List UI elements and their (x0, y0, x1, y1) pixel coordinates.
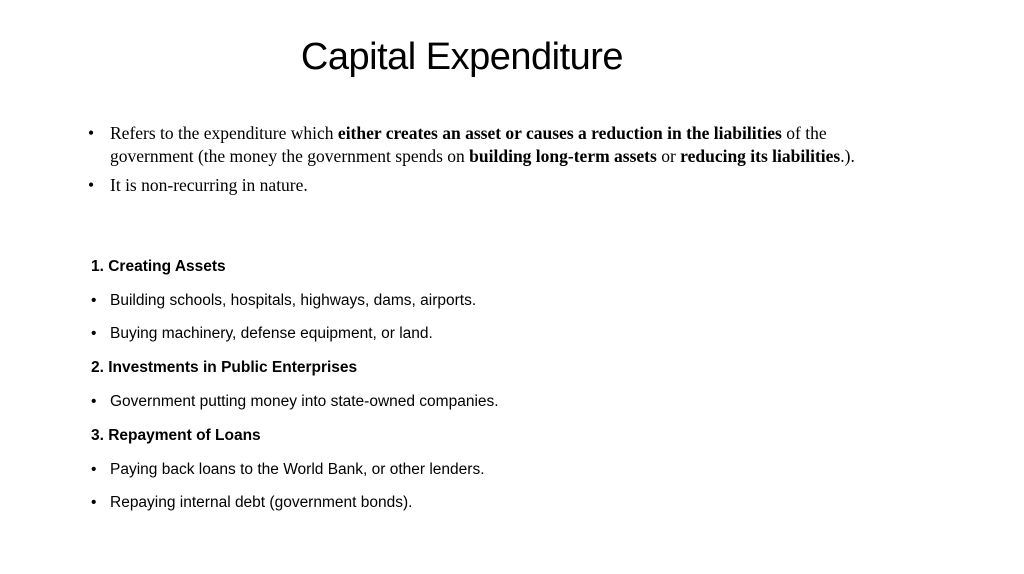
definition-bold-3: reducing its liabilities (680, 146, 841, 166)
bullet-dot: • (91, 461, 97, 478)
section-heading-creating-assets: 1. Creating Assets (91, 258, 226, 275)
section-heading-investments: 2. Investments in Public Enterprises (91, 359, 358, 376)
bullet-dot: • (91, 393, 97, 410)
definition-text-1: Refers to the expenditure which (110, 123, 338, 143)
intro-bullet-nonrecurring (88, 174, 908, 197)
list-item (91, 461, 485, 479)
list-item-text: Paying back loans to the World Bank, or other lenders. (110, 461, 485, 478)
definition-bold-1: either creates an asset or causes a reduction in the liabilities (337, 123, 782, 143)
intro-bullet-definition (88, 122, 908, 168)
list-item-text: Government putting money into state-owned companies. (110, 393, 499, 410)
slide-title: Capital Expenditure (300, 36, 624, 78)
bullet-dot: • (91, 292, 97, 309)
nonrecurring-text: It is non-recurring in nature. (110, 175, 308, 195)
section-heading-repayment: 3. Repayment of Loans (91, 427, 261, 444)
bullet-dot: • (88, 175, 95, 195)
list-item-text: Building schools, hospitals, highways, dams, airports. (110, 292, 477, 309)
bullet-dot: • (91, 325, 97, 342)
list-item (91, 325, 433, 343)
definition-text-3: or (656, 146, 681, 166)
bullet-dot: • (88, 123, 95, 143)
definition-bold-2: building long-term assets (469, 146, 657, 166)
list-item-text: Repaying internal debt (government bonds). (110, 494, 413, 511)
definition-text-2: of the government (the money the government spends on (110, 123, 827, 166)
intro-list (88, 122, 908, 197)
list-item (91, 292, 476, 310)
definition-text-4: .). (840, 146, 855, 166)
list-item-text: Buying machinery, defense equipment, or land. (110, 325, 433, 342)
bullet-dot: • (91, 494, 97, 511)
list-item (91, 494, 412, 512)
list-item (91, 393, 499, 411)
